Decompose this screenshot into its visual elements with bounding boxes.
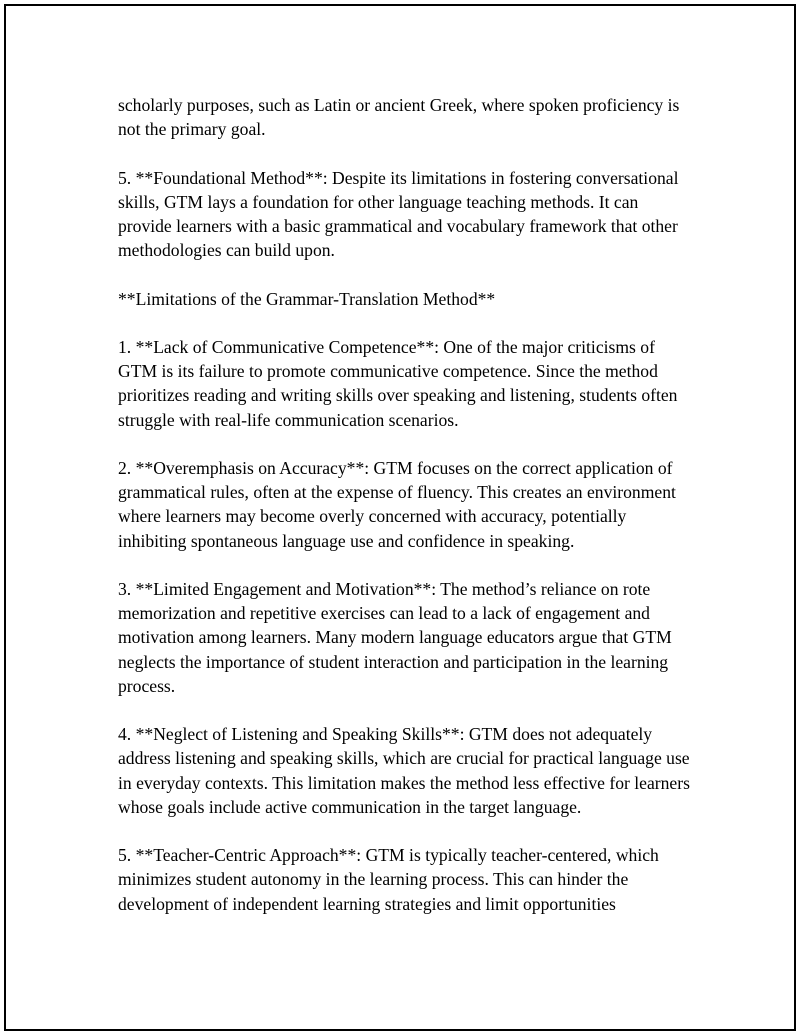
- paragraph-teacher-centric: 5. **Teacher-Centric Approach**: GTM is typically teacher-centered, which minimizes student autonomy in the learning process. This can hinder the development of independent learning strategies and limit opportunities: [118, 845, 659, 914]
- paragraph-foundational-method: 5. **Foundational Method**: Despite its limitations in fostering conversational skills, GTM lays a foundation for other language teaching methods. It can provide learners with a basic grammatical and vocabulary framework that other methodologies can build upon.: [118, 167, 679, 261]
- paragraph-neglect-listening-speaking: 4. **Neglect of Listening and Speaking Skills**: GTM does not adequately address listening and speaking skills, which are crucial for practical language use in everyday contexts. This limitation makes the method less effective for learners whose goals include active communication in the target language.: [118, 724, 690, 817]
- paragraph-continuation: scholarly purposes, such as Latin or ancient Greek, where spoken proficiency is not the primary goal.: [118, 95, 680, 140]
- document-body: [118, 93, 693, 916]
- paragraph-overemphasis-accuracy: 2. **Overemphasis on Accuracy**: GTM focuses on the correct application of grammatical rules, often at the expense of fluency. This creates an environment where learners may become overly concerned with accuracy, potentially inhibiting spontaneous language use and confidence in speaking.: [118, 457, 676, 551]
- paragraph-limited-engagement: 3. **Limited Engagement and Motivation**: The method’s reliance on rote memorization and repetitive exercises can lead to a lack of engagement and motivation among learners. Many modern language educators argue that GTM neglects the importance of student interaction and participation in the learning process.: [118, 578, 672, 696]
- paragraph-communicative-competence: 1. **Lack of Communicative Competence**: One of the major criticisms of GTM is its failure to promote communicative competence. Since the method prioritizes reading and writing skills over speaking and listening, students often struggle with real-life communication scenarios.: [118, 336, 678, 430]
- section-heading-limitations: **Limitations of the Grammar-Translation Method**: [118, 288, 496, 309]
